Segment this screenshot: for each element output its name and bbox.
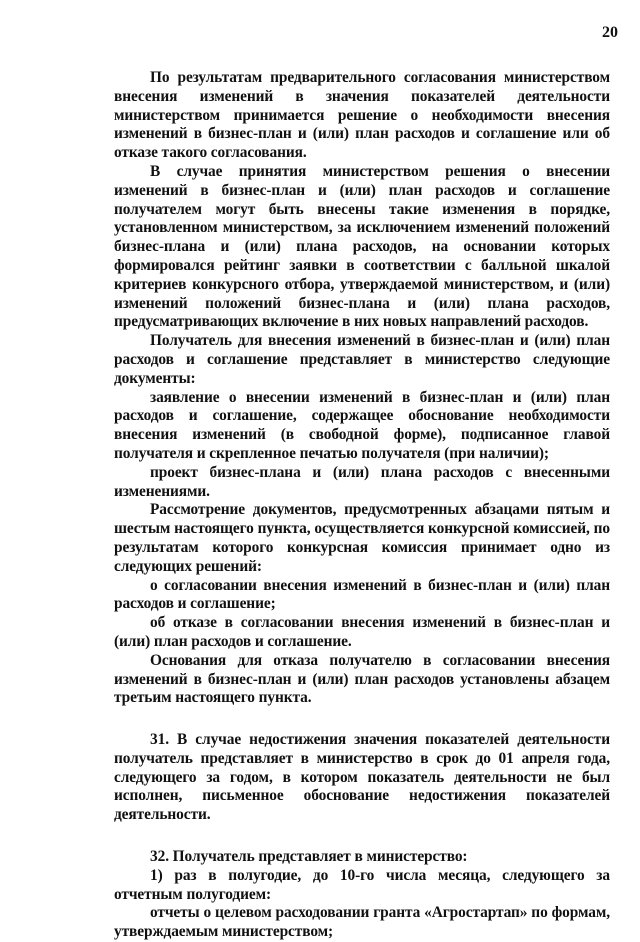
paragraph: 1) раз в полугодие, до 10-го числа месяца, следующего за отчетным полугодием: [114,866,610,903]
paragraph: По результатам предварительного согласования министерством внесения изменений в значения показателей деятельности министерством принимается решение о необходимости внесения изменений в бизнес-план и (или) план расходов и соглашение или об отказе такого согласования. [114,69,610,162]
paragraph: проект бизнес-плана и (или) плана расходов с внесенными изменениями. [114,463,610,500]
paragraph: о согласовании внесения изменений в бизнес-план и (или) план расходов и соглашение; [114,576,610,613]
paragraph: В случае принятия министерством решения о внесении изменений в бизнес-план и (или) план расходов и соглашение получателем могут быть внесены такие изменения в порядке, установленном министерством, за исключением изменений положений бизнес-плана и (или) плана расходов, на основании которых формировался рейтинг заявки в соответствии с балльной шкалой критериев конкурсного отбора, утверждаемой министерством, и (или) изменений положений бизнес-плана и (или) плана расходов, предусматривающих включение в них новых направлений расходов. [114,162,610,331]
spacer [114,825,610,848]
section-32-heading: 32. Получатель представляет в министерство: [150,848,468,866]
page-number: 20 [602,24,618,41]
paragraph: об отказе в согласовании внесения изменений в бизнес-план и (или) план расходов и соглашение. [114,614,610,650]
paragraph: заявление о внесении изменений в бизнес-план и (или) план расходов и соглашение, содержащее обоснование необходимости внесения изменений (в свободной форме), подписанное главой получателя и скрепленное печатью получателя (при наличии); [114,388,610,462]
paragraph: Основания для отказа получателю в согласовании внесения изменений в бизнес-план и (или) план расходов установлены абзацем третьим настоящего пункта. [114,651,610,707]
paragraph: Рассмотрение документов, предусмотренных абзацами пятым и шестым настоящего пункта, осуществляется конкурсной комиссией, по результатам которого конкурсная комиссия принимает одно из следующих решений: [114,501,610,575]
section-31-paragraph: 31. В случае недостижения значения показателей деятельности получатель представляет в министерство в срок до 01 апреля года, следующего за годом, в котором показатель деятельности не был исполнен, письменное обоснование недостижения показателей деятельности. [114,731,610,824]
paragraph: отчеты о целевом расходовании гранта «Агростартап» по формам, утверждаемым министерством; [114,904,610,941]
paragraph: Получатель для внесения изменений в бизнес-план и (или) план расходов и соглашение представляет в министерство следующие документы: [114,332,610,387]
spacer [114,708,610,731]
document-body [114,69,610,942]
